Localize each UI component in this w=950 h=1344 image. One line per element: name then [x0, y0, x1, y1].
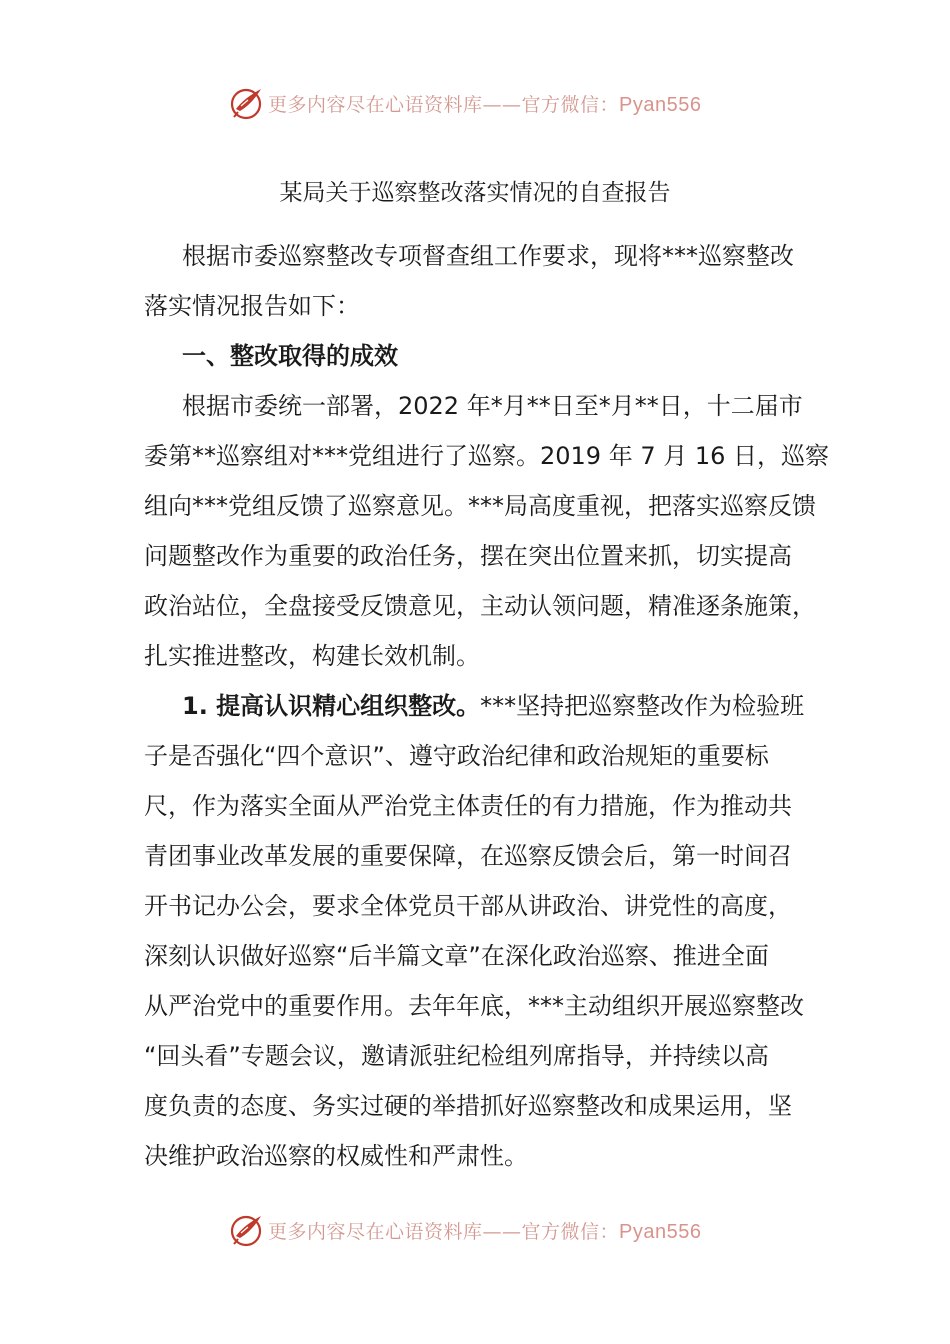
section-heading: 一、整改取得的成效 — [182, 342, 398, 370]
watermark-text — [268, 90, 701, 117]
paragraph-line: 从严治党中的重要作用。去年年底，***主动组织开展巡察整改 — [144, 992, 804, 1020]
paragraph-line: 深刻认识做好巡察“后半篇文章”在深化政治巡察、推进全面 — [144, 942, 769, 970]
watermark-text-cn: 更多内容尽在心语资料库——官方微信： — [268, 1220, 620, 1243]
paragraph-text: ***坚持把巡察整改作为检验班 — [480, 692, 805, 720]
document-body — [144, 231, 830, 1181]
paragraph-line: 政治站位，全盘接受反馈意见，主动认领问题，精准逐条施策， — [144, 592, 816, 620]
watermark-text-cn: 更多内容尽在心语资料库——官方微信： — [268, 93, 620, 116]
paragraph-line — [144, 681, 810, 731]
paragraph-line: 扎实推进整改，构建长效机制。 — [144, 642, 480, 670]
paragraph-line: 子是否强化“四个意识”、遵守政治纪律和政治规矩的重要标 — [144, 742, 769, 770]
paragraph-line: 度负责的态度、务实过硬的举措抓好巡察整改和成果运用，坚 — [144, 1092, 792, 1120]
paragraph-line: 根据市委统一部署，2022 年*月**日至*月**日，十二届市 — [182, 392, 803, 420]
watermark-text — [268, 1217, 701, 1244]
paragraph-line: 开书记办公会，要求全体党员干部从讲政治、讲党性的高度， — [144, 892, 792, 920]
paragraph-line: 委第**巡察组对***党组进行了巡察。2019 年 7 月 16 日，巡察 — [144, 442, 830, 470]
paragraph-line: 组向***党组反馈了巡察意见。***局高度重视，把落实巡察反馈 — [144, 492, 816, 520]
watermark-wechat-id: Pyan556 — [619, 1220, 702, 1243]
paragraph-line: 落实情况报告如下： — [144, 292, 360, 320]
paragraph-line: 问题整改作为重要的政治任务，摆在突出位置来抓，切实提高 — [144, 542, 792, 570]
subsection-heading: 1. 提高认识精心组织整改。 — [182, 692, 481, 720]
quill-logo-icon — [228, 1212, 264, 1248]
paragraph-line: “回头看”专题会议，邀请派驻纪检组列席指导，并持续以高 — [144, 1042, 769, 1070]
paragraph-line: 尺，作为落实全面从严治党主体责任的有力措施，作为推动共 — [144, 792, 792, 820]
paragraph-line: 青团事业改革发展的重要保障，在巡察反馈会后，第一时间召 — [144, 842, 792, 870]
paragraph-line: 根据市委巡察整改专项督查组工作要求，现将***巡察整改 — [182, 242, 794, 270]
watermark-header — [228, 83, 701, 123]
document-title: 某局关于巡察整改落实情况的自查报告 — [279, 180, 671, 206]
paragraph-line: 决维护政治巡察的权威性和严肃性。 — [144, 1142, 528, 1170]
quill-logo-icon — [228, 85, 264, 121]
watermark-wechat-id: Pyan556 — [619, 93, 702, 116]
watermark-footer — [228, 1210, 701, 1250]
